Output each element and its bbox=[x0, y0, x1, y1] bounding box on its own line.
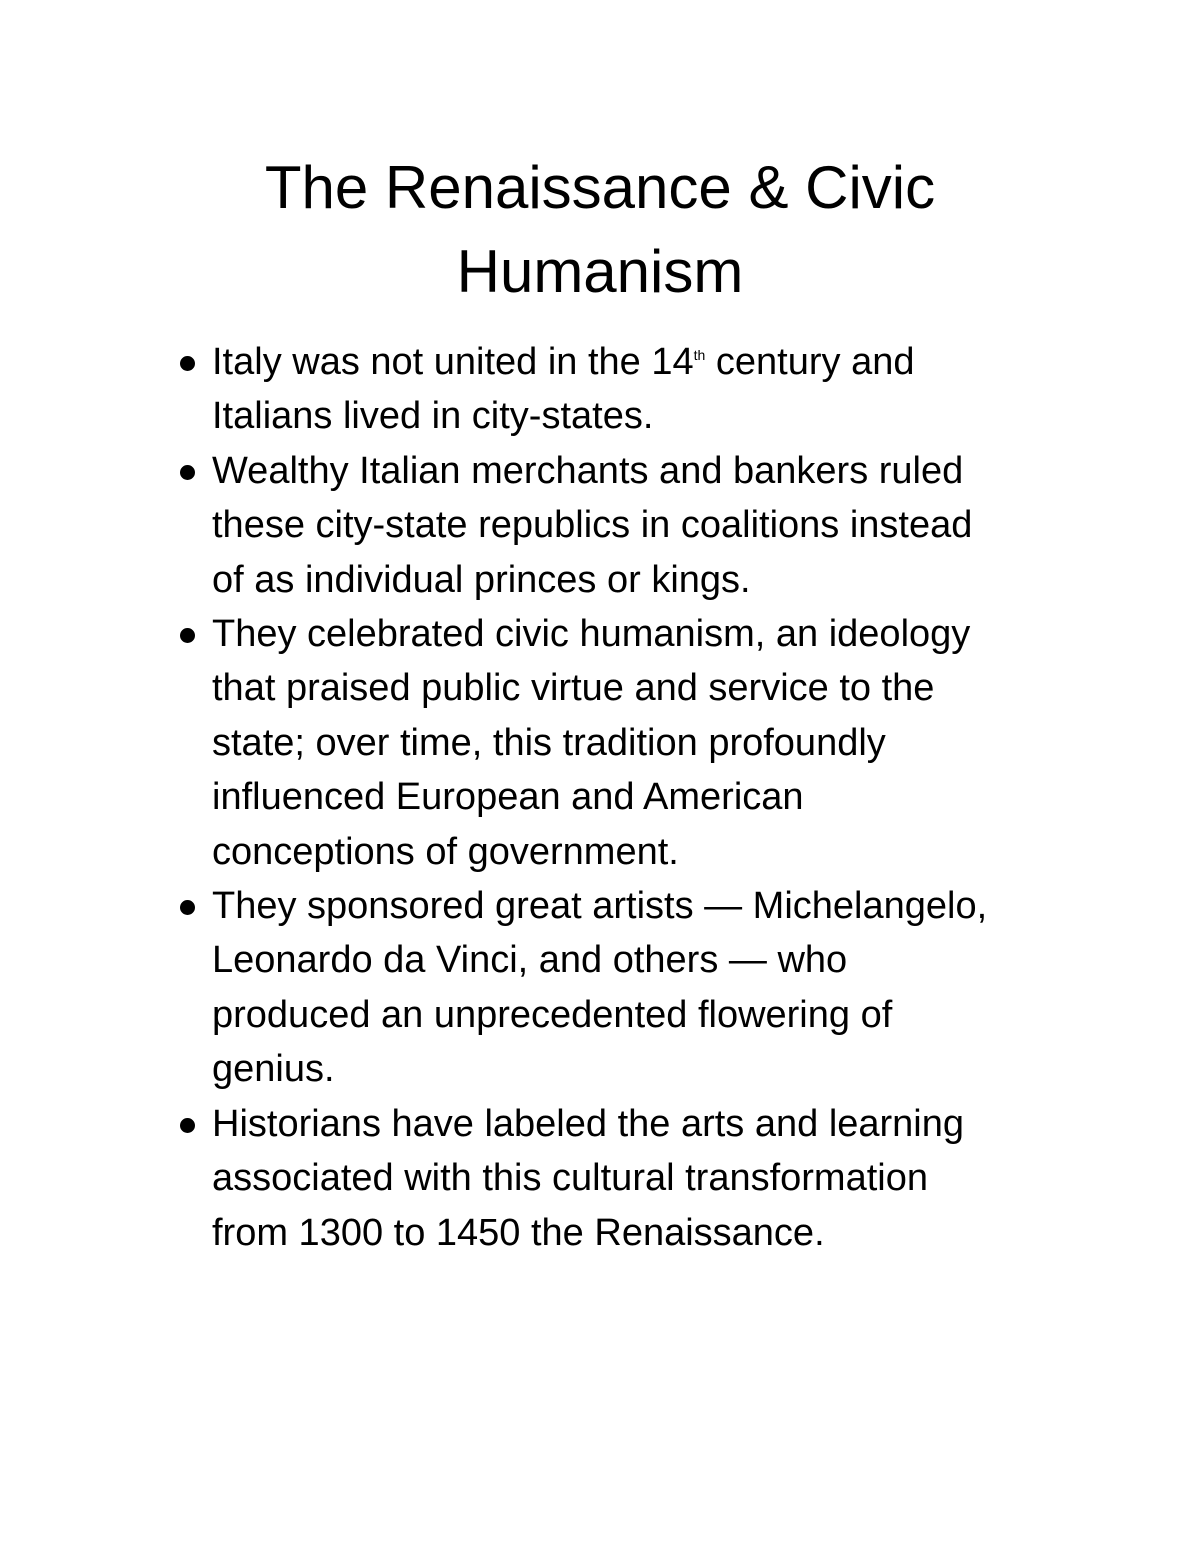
bullet-line: produced an unprecedented flowering of bbox=[212, 993, 893, 1036]
bullet-line: genius. bbox=[212, 1048, 335, 1091]
title-line: Humanism bbox=[456, 238, 744, 305]
title-line: The Renaissance & Civic bbox=[264, 154, 936, 221]
bullet-item bbox=[178, 335, 1078, 444]
bullet-icon bbox=[180, 1118, 195, 1133]
bullet-item bbox=[178, 607, 1078, 879]
bullet-line: that praised public virtue and service to the bbox=[212, 667, 935, 710]
bullet-line: Italians lived in city-states. bbox=[212, 395, 654, 438]
bullet-line: conceptions of government. bbox=[212, 830, 679, 873]
bullet-item bbox=[178, 879, 1078, 1097]
superscript: th bbox=[693, 347, 706, 363]
bullet-line: state; over time, this tradition profoundly bbox=[212, 721, 886, 764]
bullet-line: of as individual princes or kings. bbox=[212, 558, 751, 601]
bullet-line: Wealthy Italian merchants and bankers ruled bbox=[212, 449, 964, 492]
bullet-line: associated with this cultural transformation bbox=[212, 1157, 928, 1200]
bullet-icon bbox=[180, 356, 195, 371]
bullet-line: from 1300 to 1450 the Renaissance. bbox=[212, 1211, 825, 1254]
bullet-icon bbox=[180, 628, 195, 643]
bullet-list bbox=[178, 335, 1078, 1260]
bullet-line: Historians have labeled the arts and learning bbox=[212, 1102, 965, 1145]
bullet-line: Leonardo da Vinci, and others — who bbox=[212, 939, 848, 982]
bullet-line: influenced European and American bbox=[212, 776, 804, 819]
bullet-line: They celebrated civic humanism, an ideology bbox=[212, 613, 971, 656]
bullet-icon bbox=[180, 465, 195, 480]
bullet-item bbox=[178, 1097, 1078, 1260]
bullet-line: Italy was not united in the 14th century and bbox=[212, 341, 915, 383]
bullet-line: They sponsored great artists — Michelangelo, bbox=[212, 885, 988, 928]
page-title bbox=[150, 146, 1050, 314]
bullet-item bbox=[178, 444, 1078, 607]
bullet-line: these city-state republics in coalitions instead bbox=[212, 504, 973, 547]
bullet-icon bbox=[180, 900, 195, 915]
